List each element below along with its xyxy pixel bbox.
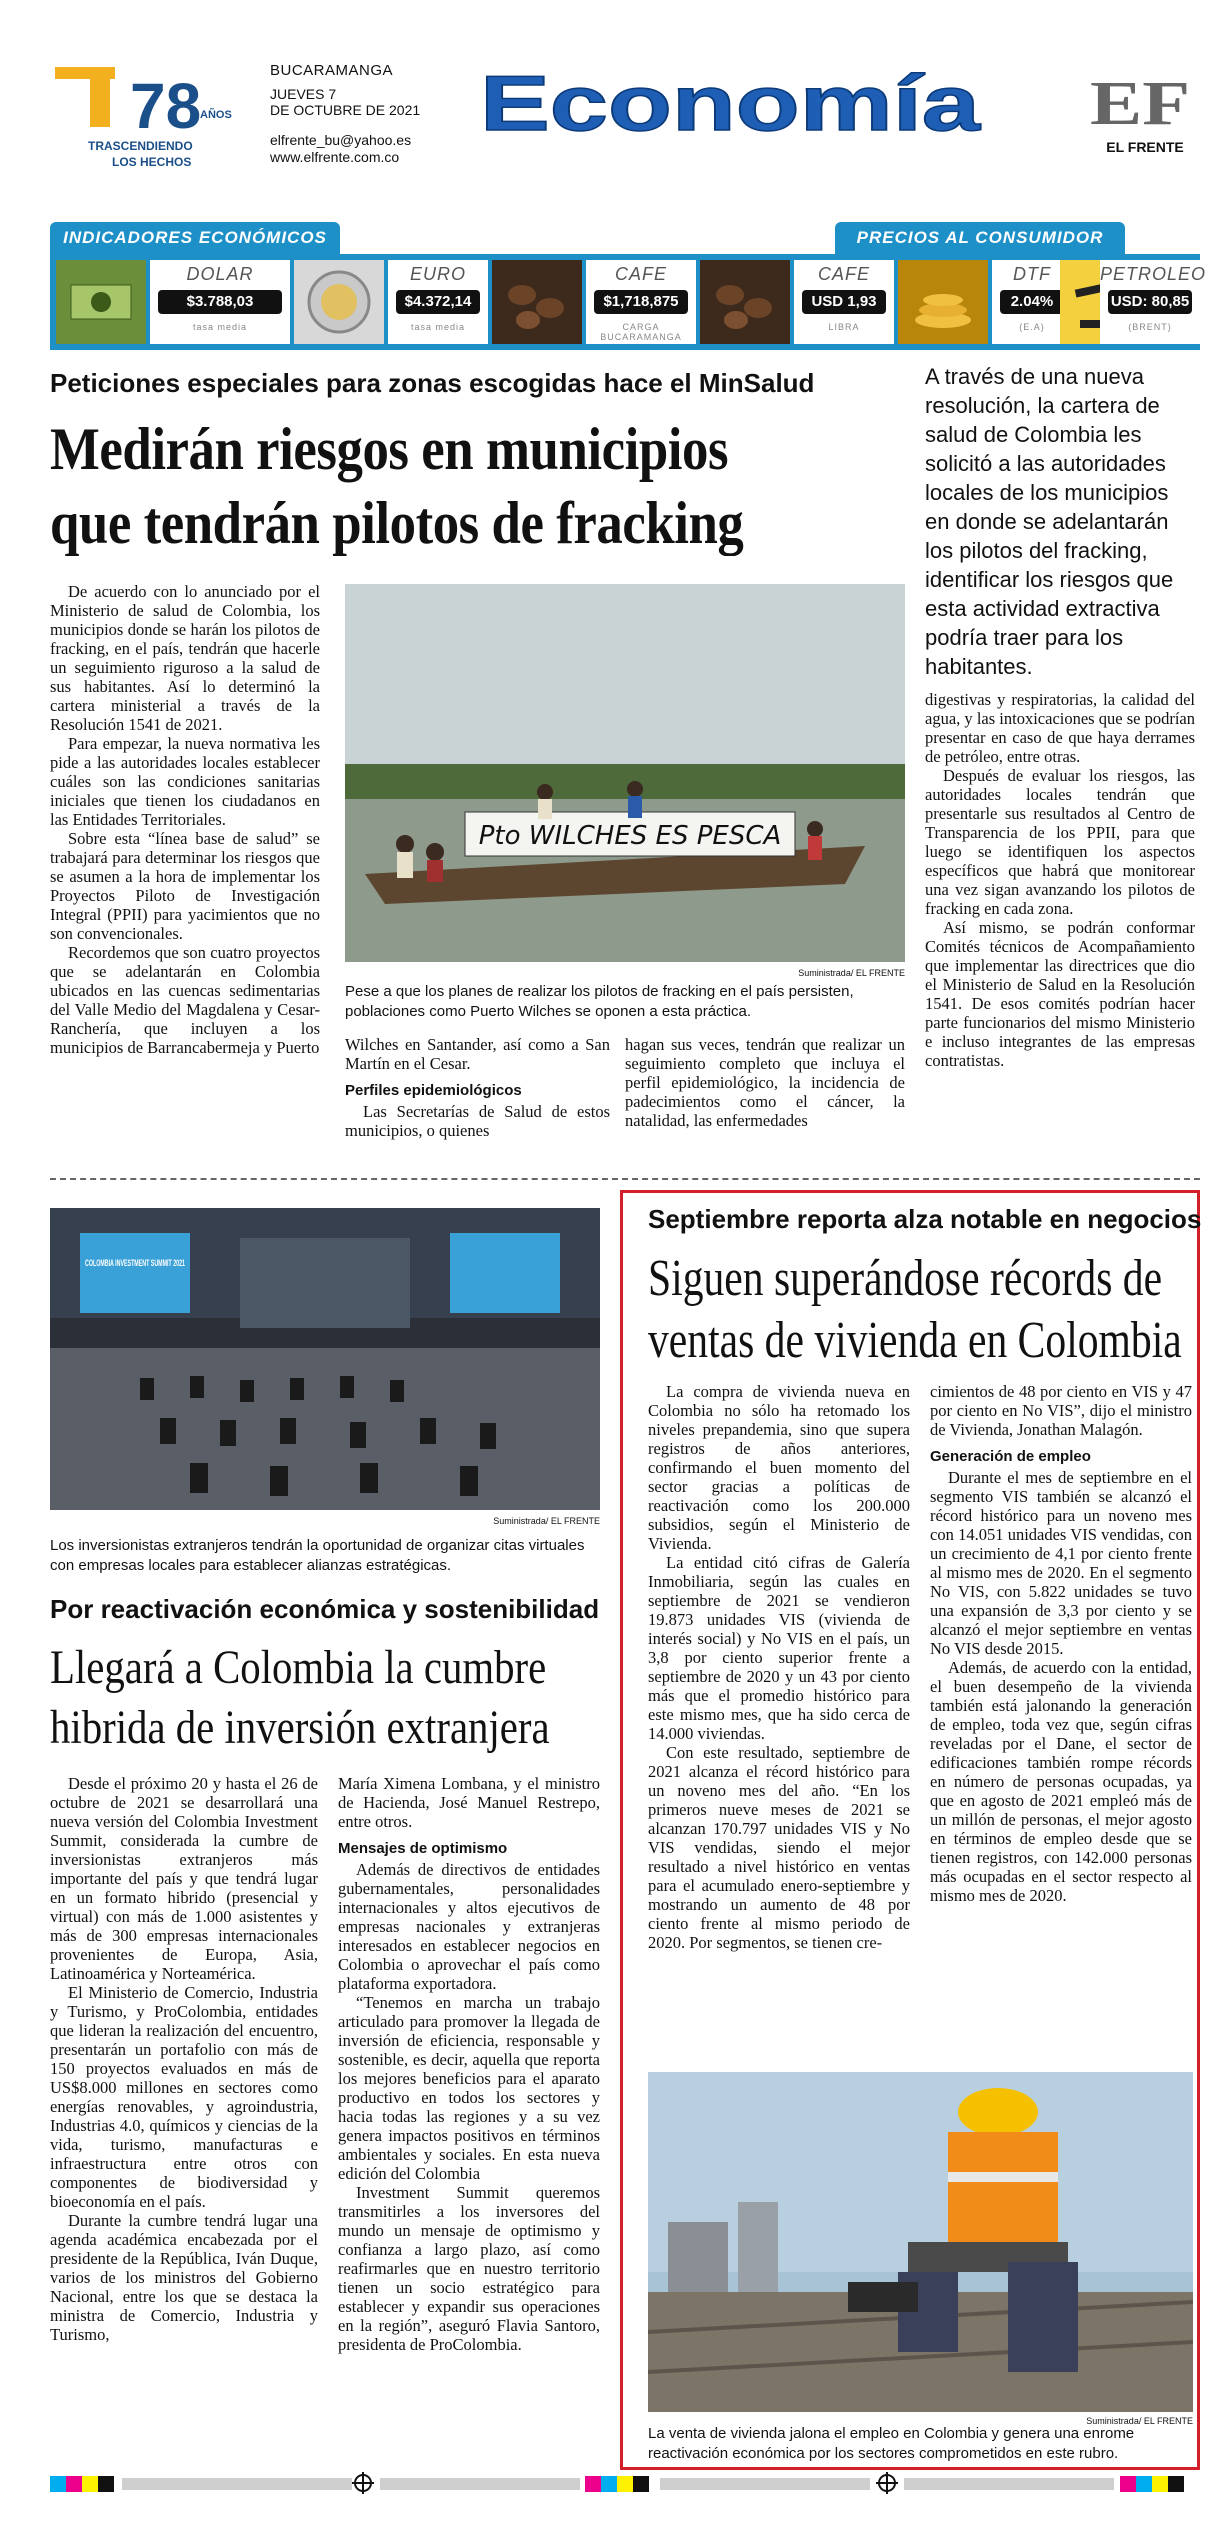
- paragraph: Además, de acuerdo con la entidad, el buen desempeño de la vivienda también está jalonando la generación de empleo, toda vez que, según cifras reveladas por el Dane, el sector de edificaciones también rompe récords en número de personas ocupadas, ya que en agosto de 2021 empleó más de un millón de personas, el mejor agosto en términos de empleo desde que se tienen registros, con 142.000 personas más ocupadas en el sector respecto al mismo mes de 2020.: [930, 1658, 1192, 1905]
- headline-line-1: Siguen superándose récords de: [648, 1250, 1163, 1307]
- indicator-value: USD: 80,85: [1108, 290, 1192, 314]
- indicator-name: PETROLEO: [1100, 264, 1207, 284]
- indicator-value: $3.788,03: [158, 290, 282, 314]
- paragraph: Sobre esta “línea base de salud” se trabajará para determinar los riesgos que se asumen a la hora de implementar los Proyectos Piloto de Investigación Integral (PPII) para yacimientos que no son convencionales.: [50, 829, 320, 943]
- indicator-sub: tasa media: [192, 322, 248, 332]
- color-registration-marks-center: [585, 2476, 649, 2492]
- logo-slogan-2: LOS HECHOS: [112, 155, 192, 169]
- subheading: Generación de empleo: [930, 1448, 1091, 1465]
- edition-city: BUCARAMANGA: [270, 62, 394, 79]
- indicator-sub: (E.A): [1019, 322, 1045, 332]
- brand-logo: [1085, 72, 1195, 162]
- article1-photo-protest-boat: [345, 584, 905, 962]
- article3-kicker: Septiembre reporta alza notable en negocios: [648, 1204, 1202, 1234]
- paragraph: Además de directivos de entidades gubernamentales, personalidades internacionales y altos ejecutivos de empresas nacionales y extranjeras interesados en establecer negocios en Colombia o aprovechar el país como plataforma exportadora.: [338, 1860, 600, 1993]
- paragraph: Después de evaluar los riesgos, las autoridades locales tendrán que presentarle sus resultados al Centro de Transparencia de los PPII, para que luego se identifiquen los aspectos específicos que habrá que monitorear una vez sigan avanzando los pilotos de fracking en cada zona.: [925, 766, 1195, 918]
- indicator-sub: LIBRA: [828, 322, 860, 332]
- article1-deck: A través de una nueva resolución, la cartera de salud de Colombia les solicitó a las autoridades locales de los municipios en donde se adelantarán los pilotos del fracking, identificar los riesgos que esta actividad extractiva podría traer para los habitantes.: [925, 364, 1174, 679]
- article1-headline: [50, 412, 921, 560]
- subheading: Perfiles epidemiológicos: [345, 1082, 522, 1099]
- indicator-value: USD 1,93: [802, 290, 886, 314]
- paragraph: Recordemos que son cuatro proyectos que se adelantarán en Colombia ubicados en las cuencas sedimentarias del Valle Medio del Magdalena y Cesar-Ranchería, que incluyen a los municipios de Barrancabermeja y Puerto: [50, 943, 320, 1057]
- consumer-prices-tab: PRECIOS AL CONSUMIDOR: [835, 222, 1125, 254]
- paragraph: Así mismo, se podrán conformar Comités técnicos de Acompañamiento que implementar las directrices que dio el Ministerio de Salud en la Resolución 1541. De esos comités podrían hacer parte funcionarios del mismo Ministerio e incluso integrantes de las empresas contratistas.: [925, 918, 1195, 1070]
- article3-column-1: [648, 1382, 910, 1952]
- logo-number: 78: [130, 70, 202, 142]
- indicator-euro: [388, 260, 488, 344]
- print-grey-bar: [380, 2478, 580, 2490]
- contact-email[interactable]: elfrente_bu@yahoo.es: [270, 132, 412, 148]
- article1-column-4: [925, 690, 1195, 1070]
- indicator-dolar: [150, 260, 290, 344]
- headline-line-2: hibrida de inversión extranjera: [50, 1701, 550, 1754]
- section-divider: [50, 1178, 1200, 1180]
- indicator-name: CAFE: [817, 264, 870, 284]
- paragraph: María Ximena Lombana, y el ministro de Hacienda, José Manuel Restrepo, entre otros.: [338, 1774, 600, 1831]
- article1-column-2: [345, 1035, 610, 1140]
- article3-column-2: [930, 1382, 1192, 1905]
- indicator-cafe-carga: [586, 260, 696, 344]
- paragraph: “Tenemos en marcha un trabajo articulado para promover la llegada de inversión de eficiencia, responsable y sostenible, es decir, aquella que reporta los mejores beneficios para el aparato productivo en todos los sectores y hacia todas las regiones y a su vez genera impactos positivos en términos ambientales y sociales. En esta nueva edición del Colombia: [338, 1993, 600, 2183]
- photo-credit: Suministrada/ EL FRENTE: [798, 968, 905, 978]
- article3-photo-construction-worker: [648, 2072, 1193, 2412]
- section-title-text: Economía: [480, 60, 981, 147]
- color-registration-marks-left: [50, 2476, 114, 2492]
- article3-headline: [648, 1248, 1192, 1372]
- date-line-1: JUEVES 7: [270, 86, 337, 102]
- edition-date: [270, 86, 430, 118]
- logo-slogan-1: TRASCENDIENDO: [88, 139, 193, 153]
- indicator-cafe-libra: [794, 260, 894, 344]
- paragraph: Desde el próximo 20 y hasta el 26 de octubre de 2021 se desarrollará una nueva versión del Colombia Investment Summit, considerada la cumbre de inversionistas extranjeros más importante del país y que tendrá lugar en un formato hibrido (presencial y virtual) con más de 1.000 asistentes y más de 300 empresas internacionales provenientes de Europa, Asia, Latinoamérica y Norteamérica.: [50, 1774, 318, 1983]
- article2-photo-caption: Los inversionistas extranjeros tendrán la oportunidad de organizar citas virtuales con empresas locales para establecer alianzas estratégicas.: [50, 1537, 585, 1574]
- contact-website[interactable]: www.elfrente.com.co: [270, 149, 400, 165]
- article1-kicker: Peticiones especiales para zonas escogidas hace el MinSalud: [50, 368, 815, 398]
- registration-crosshair-icon: [876, 2472, 898, 2494]
- paragraph: hagan sus veces, tendrán que realizar un seguimiento completo que incluya el perfil epidemiológico, la incidencia de padecimientos como el cáncer, la natalidad, las enfermedades: [625, 1035, 905, 1130]
- euro-coin-icon: [294, 260, 384, 344]
- indicator-value: $4.372,14: [396, 290, 480, 314]
- logo-years: AÑOS: [200, 109, 232, 121]
- paragraph: La entidad citó cifras de Galería Inmobiliaria, según las cuales en septiembre de 2021 se vendieron 19.873 unidades VIS (vivienda de interés social) y No VIS en el país, un 3,8 por ciento superior frente a septiembre de 2020 y un 43 por ciento más que el promedio histórico para este mismo mes, que ha sido cerca de 14.000 viviendas.: [648, 1553, 910, 1743]
- headline-line-2: que tendrán pilotos de fracking: [50, 490, 744, 556]
- headline-line-2: ventas de vivienda en Colombia: [648, 1312, 1182, 1369]
- indicator-sub: tasa media: [410, 322, 466, 332]
- indicator-petroleo: [1100, 260, 1207, 344]
- paragraph: De acuerdo con lo anunciado por el Ministerio de salud de Colombia, los municipios donde se harán los pilotos de fracking, en el país, tendrán que hacerle un seguimiento riguroso a la salud de sus habitantes. Así lo determinó la cartera ministerial a través de la Resolución 1541 de 2021.: [50, 582, 320, 734]
- coffee-beans-icon: [492, 260, 582, 344]
- article2-column-1: [50, 1774, 318, 2344]
- photo-credit: Suministrada/ EL FRENTE: [493, 1516, 600, 1526]
- paragraph: Con este resultado, septiembre de 2021 alcanza el récord histórico para un noveno mes del año. “En los primeros nueve meses de 2021 se alcanzan 170.797 unidades VIS y No VIS vendidas, siendo el mejor resultado a nivel histórico en ventas para el acumulado enero-septiembre y mostrando un aumento de 48 por ciento frente al mismo periodo de 2020. Por segmentos, se tienen cre-: [648, 1743, 910, 1952]
- indicator-value: 2.04%: [1000, 290, 1064, 314]
- print-grey-bar: [122, 2478, 352, 2490]
- article2-kicker: Por reactivación económica y sostenibilidad: [50, 1594, 600, 1624]
- date-line-2: DE OCTUBRE DE 2021: [270, 102, 421, 118]
- paragraph: Investment Summit queremos transmitirles a los inversores del mundo un mensaje de optimismo y confianza a largo plazo, así como reafirmarles que en nuestro territorio tienen un socio estratégico para establecer y expandir sus operaciones en la región”, aseguró Flavia Santoro, presidenta de ProColombia.: [338, 2183, 600, 2354]
- article2-headline: [50, 1638, 645, 1758]
- paragraph: Las Secretarías de Salud de estos municipios, o quienes: [345, 1102, 610, 1140]
- paragraph: Para empezar, la nueva normativa les pide a las autoridades locales establecer cuáles son las condiciones sanitarias iniciales que tienen los ciudadanos en las Entidades Territoriales.: [50, 734, 320, 829]
- article3-photo-caption: La venta de vivienda jalona el empleo en Colombia y genera una enrome reactivación económica por los sectores comprometidos en este rubro.: [648, 2425, 1135, 2462]
- protest-banner-text: Pto WILCHES ES PESCA: [478, 821, 782, 851]
- paragraph: La compra de vivienda nueva en Colombia no sólo ha retomado los niveles prepandemia, sino que supera registros de años anteriores, confirmando el buen momento del sector gracias a políticas de reactivación como los 200.000 subsidios, según el Ministerio de Vivienda.: [648, 1382, 910, 1553]
- indicator-name: DTF: [1013, 264, 1051, 284]
- indicator-sub: (BRENT): [1128, 322, 1172, 332]
- brand-mark: EF: [1090, 72, 1190, 138]
- newspaper-anniversary-logo: [50, 62, 250, 172]
- subheading: Mensajes de optimismo: [338, 1840, 508, 1857]
- summit-screen-text: COLOMBIA INVESTMENT SUMMIT 2021: [85, 1258, 185, 1268]
- print-grey-bar: [660, 2478, 870, 2490]
- paragraph: Durante el mes de septiembre en el segmento VIS también se alcanzó el récord histórico para un noveno mes con 14.051 unidades VIS vendidas, con un crecimiento de 4,1 por ciento frente al mismo mes de 2020. En el segmento No VIS, con 5.822 unidades se tuvo una expansión de 3,3 por ciento y se alcanzó el mejor septiembre en ventas No VIS desde 2015.: [930, 1468, 1192, 1658]
- color-registration-marks-right: [1120, 2476, 1184, 2492]
- indicator-sub: CARGA BUCARAMANGA: [600, 322, 682, 342]
- headline-line-1: Llegará a Colombia la cumbre: [50, 1641, 547, 1694]
- article1-column-3: [625, 1035, 905, 1130]
- indicator-name: EURO: [409, 264, 466, 284]
- headline-line-1: Medirán riesgos en municipios: [50, 416, 729, 482]
- gold-coins-icon: [898, 260, 988, 344]
- paragraph: digestivas y respiratorias, la calidad del agua, y las intoxicaciones que se podrían presentar en caso de que haya derrames de petróleo, entre otras.: [925, 690, 1195, 766]
- paragraph: Wilches en Santander, así como a San Martín en el Cesar.: [345, 1035, 610, 1073]
- indicators-tab: INDICADORES ECONÓMICOS: [50, 222, 340, 254]
- brand-name: EL FRENTE: [1106, 139, 1184, 155]
- article1-column-1: [50, 582, 320, 1057]
- article1-photo-caption: Pese a que los planes de realizar los pilotos de fracking en el país persisten, poblaciones como Puerto Wilches se oponen a esta práctica.: [345, 983, 854, 1020]
- photo-credit: Suministrada/ EL FRENTE: [1086, 2416, 1193, 2426]
- contact-info: [270, 132, 470, 166]
- paragraph: Durante la cumbre tendrá lugar una agenda académica encabezada por el presidente de la República, Iván Duque, varios de los ministros del Gobierno Nacional, entre los que se destaca la ministra de Comercio, Industria y Turismo,: [50, 2211, 318, 2344]
- section-title: [470, 60, 990, 150]
- indicator-value: $1,718,875: [594, 290, 688, 314]
- indicator-name: CAFE: [614, 264, 667, 284]
- economic-indicators-band: [50, 210, 1207, 360]
- registration-crosshair-icon: [352, 2472, 374, 2494]
- money-icon: [56, 260, 146, 344]
- article2-photo-summit-hall: [50, 1208, 600, 1510]
- coffee-beans-icon: [700, 260, 790, 344]
- paragraph: cimientos de 48 por ciento en VIS y 47 por ciento en No VIS”, dijo el ministro de Vivienda, Jonathan Malagón.: [930, 1382, 1192, 1439]
- paragraph: El Ministerio de Comercio, Industria y Turismo, y ProColombia, entidades que lideran la realización del encuentro, presentarán un portafolio con más de 150 proyectos evaluados en más de US$8.000 millones en sectores como energías renovables, y agroindustria, Industrias 4.0, químicos y ciencias de la vida, turismo, manufacturas e infraestructura entre otros con componentes de biodiversidad y bioeconomía en el país.: [50, 1983, 318, 2211]
- indicator-name: DOLAR: [186, 264, 254, 284]
- article2-column-2: [338, 1774, 600, 2354]
- print-grey-bar: [904, 2478, 1114, 2490]
